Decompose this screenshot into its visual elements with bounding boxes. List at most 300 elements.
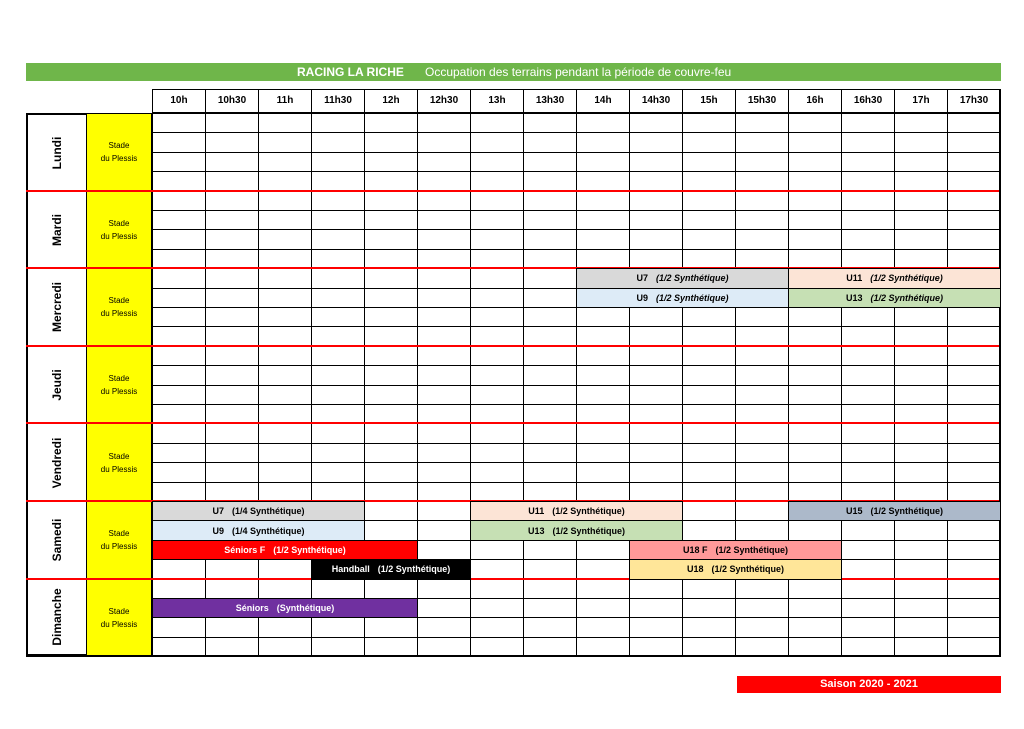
time-cell [258,617,312,637]
time-cell [205,249,259,269]
time-cell [152,404,206,424]
time-cell [629,346,683,366]
time-cell [152,249,206,269]
time-cell [152,171,206,191]
time-cell [364,423,418,443]
time-cell [841,249,895,269]
time-cell [523,132,577,152]
time-cell [682,598,736,618]
time-cell [682,617,736,637]
time-cell [947,462,1001,482]
time-cell [523,113,577,133]
time-cell [735,113,789,133]
time-cell [470,443,524,463]
time-cell [523,579,577,599]
time-cell [841,113,895,133]
time-cell [947,229,1001,249]
time-cell [417,462,471,482]
time-cell [947,210,1001,230]
time-cell [788,637,842,657]
time-cell [682,132,736,152]
time-cell [629,598,683,618]
time-cell [470,482,524,502]
time-cell [788,617,842,637]
time-cell [894,113,948,133]
time-cell [258,482,312,502]
time-cell [576,482,630,502]
time-cell [788,443,842,463]
time-cell [523,152,577,172]
time-cell [205,385,259,405]
time-cell [894,152,948,172]
time-cell [205,132,259,152]
time-cell [523,404,577,424]
time-cell [735,210,789,230]
time-cell [364,191,418,211]
time-cell [523,365,577,385]
time-cell [205,365,259,385]
time-cell [152,462,206,482]
time-slot-header: 13h [470,89,524,113]
time-cell [470,113,524,133]
time-cell [629,171,683,191]
time-cell [523,482,577,502]
booking-block [152,501,365,521]
time-cell [205,113,259,133]
booking-team: U13 [527,525,545,536]
time-cell [364,113,418,133]
day-label [26,423,86,501]
time-cell [947,171,1001,191]
time-cell [629,385,683,405]
time-cell [417,443,471,463]
time-cell [417,365,471,385]
time-cell [311,482,365,502]
time-cell [417,423,471,443]
time-cell [258,637,312,657]
time-cell [682,191,736,211]
time-cell [205,579,259,599]
time-cell [364,579,418,599]
time-cell [470,617,524,637]
time-cell [576,617,630,637]
time-cell [841,171,895,191]
time-cell [258,385,312,405]
day-name: Samedi [50,518,64,562]
time-cell [205,617,259,637]
time-cell [682,482,736,502]
booking-team: U15 [845,506,863,517]
time-cell [947,617,1001,637]
time-cell [841,229,895,249]
venue-line-2: du Plessis [100,231,138,241]
time-cell [894,346,948,366]
time-cell [894,210,948,230]
time-cell [894,365,948,385]
booking-block [152,540,418,560]
time-cell [364,288,418,308]
time-cell [894,171,948,191]
time-cell [788,191,842,211]
time-cell [841,326,895,346]
time-slot-header: 11h30 [311,89,365,113]
day-label [26,191,86,269]
time-cell [841,443,895,463]
time-cell [258,152,312,172]
time-cell [258,229,312,249]
time-cell [311,132,365,152]
time-cell [152,423,206,443]
time-cell [788,482,842,502]
time-cell [841,520,895,540]
time-cell [947,520,1001,540]
time-cell [258,326,312,346]
time-cell [364,385,418,405]
time-cell [364,482,418,502]
time-cell [629,443,683,463]
time-cell [576,598,630,618]
time-cell [788,385,842,405]
time-cell [682,229,736,249]
time-cell [205,559,259,579]
booking-team: U9 [212,525,224,536]
time-cell [311,171,365,191]
time-cell [311,365,365,385]
time-cell [205,462,259,482]
time-cell [417,171,471,191]
time-cell [523,559,577,579]
time-cell [894,443,948,463]
time-cell [470,249,524,269]
time-cell [629,326,683,346]
time-cell [470,326,524,346]
venue-line-1: Stade [108,374,130,384]
time-cell [417,617,471,637]
time-cell [152,579,206,599]
time-cell [417,152,471,172]
venue-line-1: Stade [108,529,130,539]
time-cell [576,152,630,172]
time-cell [841,637,895,657]
time-cell [894,637,948,657]
time-cell [205,404,259,424]
time-slot-header: 15h30 [735,89,789,113]
time-cell [417,307,471,327]
time-cell [470,598,524,618]
time-cell [894,462,948,482]
time-cell [788,113,842,133]
booking-block [152,520,365,540]
time-cell [841,559,895,579]
booking-team: Séniors [235,603,269,614]
time-cell [417,346,471,366]
time-cell [417,288,471,308]
time-cell [576,579,630,599]
day-name: Mercredi [50,282,64,333]
time-cell [735,191,789,211]
booking-block [470,520,683,540]
booking-team: U11 [528,506,545,517]
time-cell [947,559,1001,579]
time-cell [735,346,789,366]
time-cell [470,268,524,288]
time-cell [735,152,789,172]
time-cell [947,423,1001,443]
time-cell [364,326,418,346]
time-cell [735,404,789,424]
time-cell [152,268,206,288]
time-cell [152,326,206,346]
time-cell [470,385,524,405]
time-cell [629,113,683,133]
time-cell [576,385,630,405]
time-cell [152,482,206,502]
time-cell [682,520,736,540]
time-cell [947,152,1001,172]
time-cell [947,385,1001,405]
booking-terrain: (1/2 Synthétique) [656,273,729,284]
time-cell [258,579,312,599]
time-cell [682,423,736,443]
time-cell [576,365,630,385]
time-cell [258,191,312,211]
time-cell [841,540,895,560]
booking-team: U18 [686,564,704,575]
time-cell [735,171,789,191]
time-cell [417,113,471,133]
booking-terrain: (Synthétique) [276,603,335,614]
booking-block [576,288,789,308]
time-cell [735,501,789,521]
time-cell [205,210,259,230]
venue-line-1: Stade [108,606,130,616]
time-cell [788,171,842,191]
day-label [26,268,86,346]
booking-team: U18 F [682,544,708,555]
time-cell [311,462,365,482]
time-cell [364,132,418,152]
time-cell [258,268,312,288]
booking-terrain: (1/2 Synthétique) [870,506,944,517]
time-cell [417,132,471,152]
time-cell [629,152,683,172]
time-cell [894,385,948,405]
time-cell [894,559,948,579]
time-cell [364,501,418,521]
time-cell [258,346,312,366]
time-cell [364,637,418,657]
time-cell [894,540,948,560]
time-cell [682,171,736,191]
time-cell [258,423,312,443]
booking-block [152,598,418,618]
booking-terrain: (1/2 Synthétique) [870,292,944,303]
time-cell [894,249,948,269]
time-cell [311,637,365,657]
time-cell [417,210,471,230]
time-cell [523,229,577,249]
time-cell [417,191,471,211]
time-cell [576,171,630,191]
time-cell [788,579,842,599]
booking-terrain: (1/2 Synthétique) [870,273,943,284]
time-cell [576,307,630,327]
time-cell [841,404,895,424]
time-cell [417,385,471,405]
time-cell [205,346,259,366]
time-cell [788,598,842,618]
time-cell [947,249,1001,269]
time-cell [841,423,895,443]
time-cell [258,404,312,424]
time-cell [205,191,259,211]
time-cell [947,191,1001,211]
time-cell [629,229,683,249]
time-cell [894,617,948,637]
time-cell [311,617,365,637]
time-cell [841,579,895,599]
time-cell [735,598,789,618]
time-cell [205,307,259,327]
booking-team: U11 [846,273,863,284]
venue-cell [86,113,152,192]
time-cell [735,229,789,249]
time-cell [311,210,365,230]
time-cell [258,365,312,385]
time-cell [152,443,206,463]
time-cell [576,132,630,152]
time-cell [788,326,842,346]
time-cell [894,229,948,249]
time-cell [682,326,736,346]
time-cell [470,210,524,230]
day-separator [26,190,1001,192]
time-cell [364,229,418,249]
time-cell [629,132,683,152]
time-slot-header: 14h [576,89,630,113]
time-cell [523,307,577,327]
time-cell [735,307,789,327]
time-cell [311,288,365,308]
time-cell [682,404,736,424]
grid-right-border [999,89,1001,656]
time-cell [576,113,630,133]
time-cell [576,346,630,366]
time-cell [311,307,365,327]
time-cell [470,152,524,172]
time-cell [947,579,1001,599]
day-label [26,501,86,579]
time-cell [417,326,471,346]
venue-line-1: Stade [108,141,130,151]
time-cell [205,288,259,308]
time-cell [311,385,365,405]
time-cell [947,365,1001,385]
time-cell [894,520,948,540]
time-cell [523,443,577,463]
day-name: Lundi [50,136,64,170]
time-cell [364,152,418,172]
time-cell [523,268,577,288]
time-cell [152,365,206,385]
time-cell [788,229,842,249]
time-cell [682,579,736,599]
time-cell [788,404,842,424]
time-cell [682,346,736,366]
time-cell [841,346,895,366]
time-cell [258,210,312,230]
time-cell [152,113,206,133]
time-cell [788,346,842,366]
time-cell [947,598,1001,618]
day-separator [26,578,1001,580]
booking-terrain: (1/2 Synthétique) [711,564,785,575]
time-cell [629,617,683,637]
time-cell [894,598,948,618]
time-cell [152,346,206,366]
time-cell [205,482,259,502]
venue-line-2: du Plessis [100,619,138,629]
day-label [26,346,86,424]
time-cell [947,637,1001,657]
time-cell [152,152,206,172]
time-cell [205,171,259,191]
booking-team: U7 [212,506,224,517]
time-cell [258,307,312,327]
time-cell [735,617,789,637]
time-cell [470,637,524,657]
venue-cell [86,423,152,502]
time-cell [152,617,206,637]
time-cell [841,598,895,618]
time-cell [629,579,683,599]
time-cell [735,443,789,463]
day-separator [26,345,1001,347]
time-cell [947,346,1001,366]
time-cell [470,307,524,327]
time-cell [152,132,206,152]
time-cell [576,637,630,657]
time-cell [523,540,577,560]
time-cell [841,210,895,230]
time-cell [152,637,206,657]
time-cell [947,132,1001,152]
time-cell [841,462,895,482]
day-label [26,579,86,657]
time-cell [682,443,736,463]
time-cell [894,404,948,424]
time-cell [523,288,577,308]
time-cell [947,540,1001,560]
time-cell [523,346,577,366]
time-cell [682,365,736,385]
day-name: Dimanche [50,588,64,646]
time-cell [523,191,577,211]
time-cell [841,307,895,327]
time-cell [629,210,683,230]
time-cell [894,423,948,443]
time-cell [364,520,418,540]
time-cell [894,307,948,327]
time-cell [470,423,524,443]
time-cell [947,326,1001,346]
time-cell [629,423,683,443]
time-cell [364,346,418,366]
time-cell [894,482,948,502]
time-cell [629,482,683,502]
time-slot-header: 16h [788,89,842,113]
booking-block [629,559,842,579]
